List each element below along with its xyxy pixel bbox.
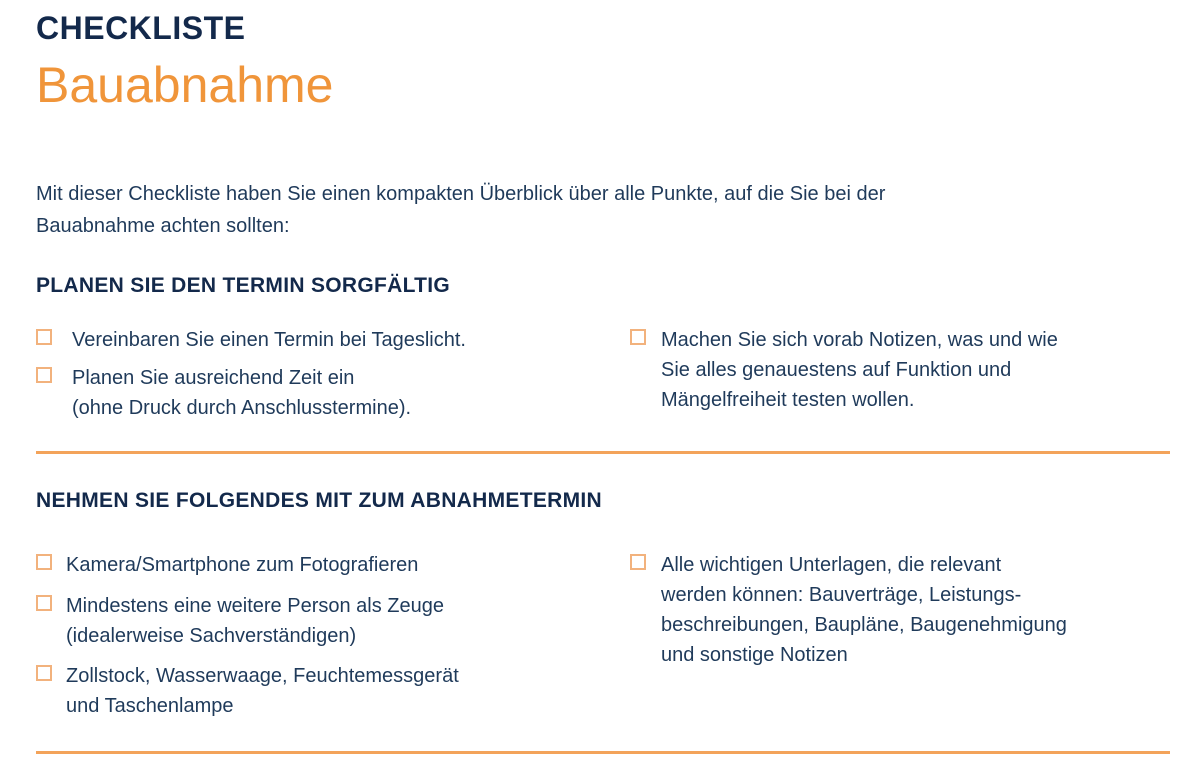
page-title: Bauabnahme	[36, 57, 334, 113]
section-divider	[36, 751, 1170, 754]
intro-text: Mit dieser Checkliste haben Sie einen kompakten Überblick über alle Punkte, auf die Sie bei der Bauabnahme achten sollten:	[36, 183, 886, 237]
checklist-item	[36, 661, 459, 721]
checkbox[interactable]	[36, 329, 52, 345]
checklist-item	[630, 550, 1067, 670]
checkbox[interactable]	[630, 329, 646, 345]
checklist-item-label: Planen Sie ausreichend Zeit ein (ohne Druck durch Anschlusstermine).	[72, 367, 412, 419]
checkbox[interactable]	[36, 554, 52, 570]
section-divider	[36, 451, 1170, 454]
checklist-item-label: Kamera/Smartphone zum Fotografieren	[66, 554, 419, 576]
checklist-item	[36, 363, 411, 423]
checklist-item	[36, 325, 466, 355]
checklist-item-label: Vereinbaren Sie einen Termin bei Tageslicht.	[72, 329, 466, 351]
checklist-item	[630, 325, 1058, 415]
checkbox[interactable]	[36, 595, 52, 611]
checkbox[interactable]	[36, 367, 52, 383]
checklist-item	[36, 550, 418, 580]
checklist-item	[36, 591, 444, 651]
checklist-item-label: Zollstock, Wasserwaage, Feuchtemessgerät und Taschenlampe	[66, 665, 459, 717]
checklist-item-label: Mindestens eine weitere Person als Zeuge (idealerweise Sachverständigen)	[66, 595, 444, 647]
page-kicker: CHECKLISTE	[36, 10, 246, 46]
section-heading-termin: PLANEN SIE DEN TERMIN SORGFÄLTIG	[36, 274, 451, 297]
checkbox[interactable]	[630, 554, 646, 570]
checklist-item-label: Alle wichtigen Unterlagen, die relevant werden können: Bauverträge, Leistungs- beschreibungen, Baupläne, Baugenehmigung und sonstige Notizen	[661, 554, 1067, 666]
section-heading-abnahmetermin: NEHMEN SIE FOLGENDES MIT ZUM ABNAHMETERMIN	[36, 489, 602, 512]
checklist-item-label: Machen Sie sich vorab Notizen, was und wie Sie alles genauestens auf Funktion und Mängelfreiheit testen wollen.	[661, 329, 1058, 411]
checkbox[interactable]	[36, 665, 52, 681]
